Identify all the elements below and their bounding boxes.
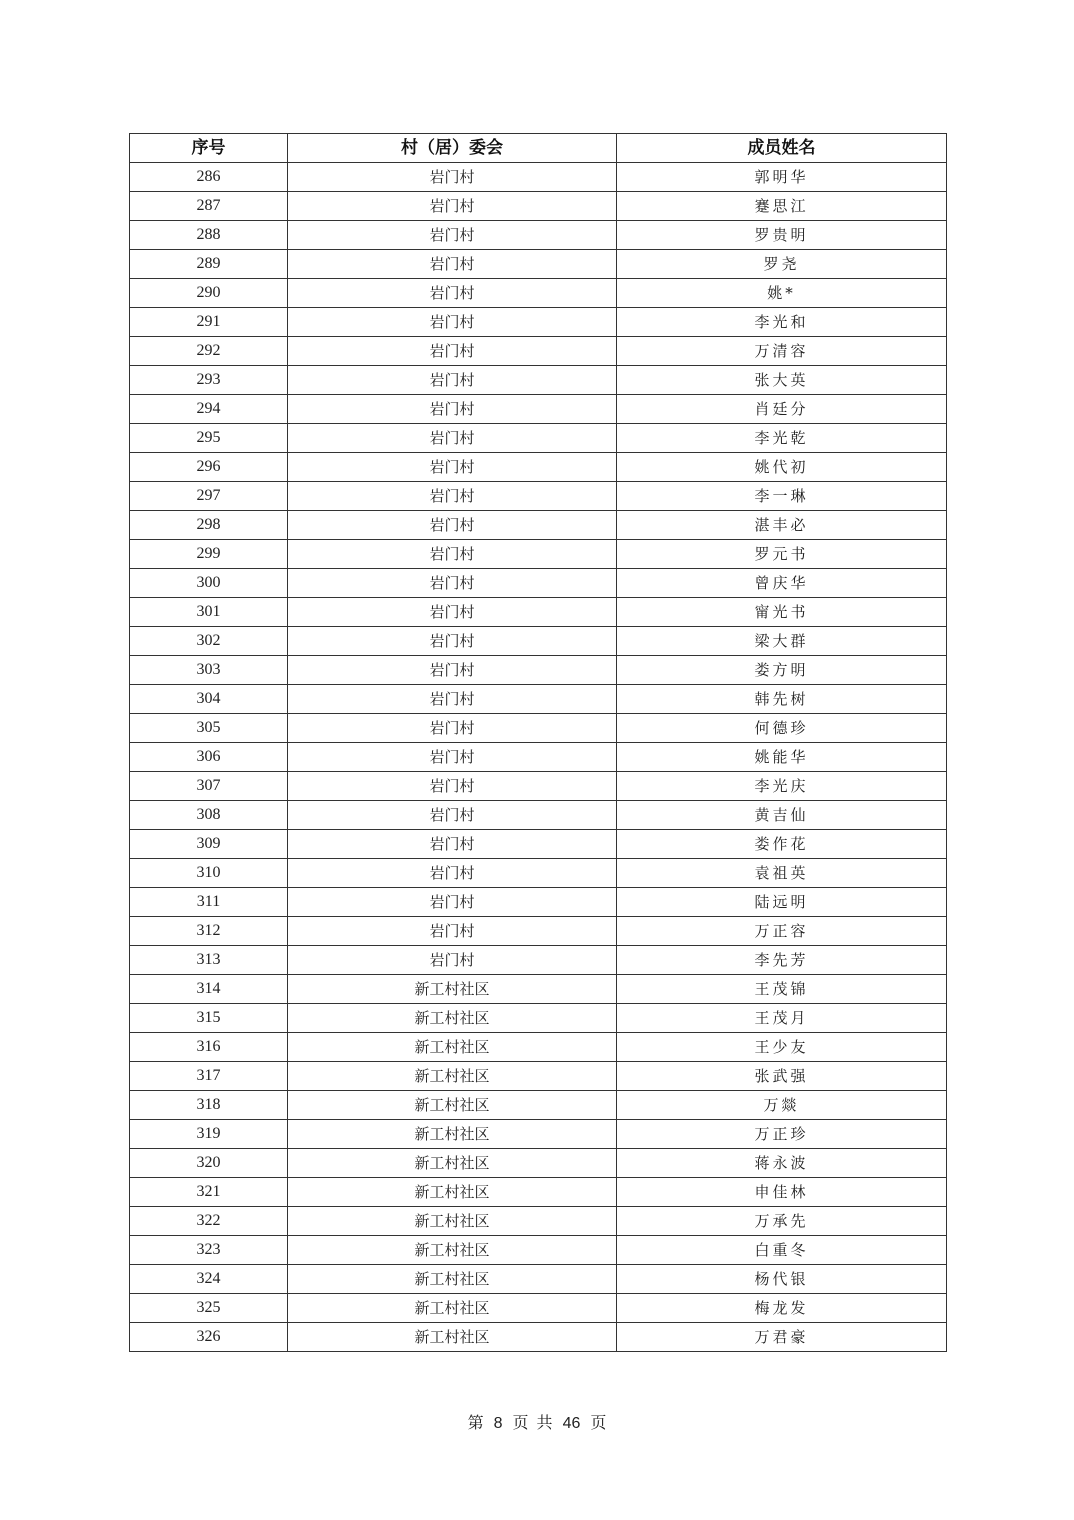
row-member-name: 李光和	[617, 308, 947, 337]
table-row	[130, 859, 947, 888]
row-member-name: 李先芳	[617, 946, 947, 975]
row-committee: 新工村社区	[288, 1091, 617, 1120]
table-row	[130, 279, 947, 308]
table-row	[130, 337, 947, 366]
row-index: 314	[130, 975, 288, 1004]
row-committee: 岩门村	[288, 569, 617, 598]
row-member-name: 蹇思江	[617, 192, 947, 221]
row-member-name: 万正容	[617, 917, 947, 946]
row-member-name: 王少友	[617, 1033, 947, 1062]
table-row	[130, 308, 947, 337]
row-committee: 岩门村	[288, 685, 617, 714]
table-row	[130, 1149, 947, 1178]
row-index: 319	[130, 1120, 288, 1149]
table-row	[130, 540, 947, 569]
row-index: 326	[130, 1323, 288, 1352]
table-header-row	[130, 134, 947, 163]
table-row	[130, 888, 947, 917]
table-row	[130, 366, 947, 395]
row-committee: 新工村社区	[288, 1120, 617, 1149]
table-row	[130, 453, 947, 482]
row-member-name: 王茂锦	[617, 975, 947, 1004]
row-committee: 岩门村	[288, 743, 617, 772]
table-row	[130, 1294, 947, 1323]
row-index: 317	[130, 1062, 288, 1091]
row-member-name: 黄吉仙	[617, 801, 947, 830]
row-member-name: 肖廷分	[617, 395, 947, 424]
row-committee: 岩门村	[288, 482, 617, 511]
table-row	[130, 656, 947, 685]
row-index: 313	[130, 946, 288, 975]
row-committee: 岩门村	[288, 714, 617, 743]
row-member-name: 李光庆	[617, 772, 947, 801]
table-row	[130, 250, 947, 279]
row-committee: 岩门村	[288, 453, 617, 482]
table-row	[130, 1062, 947, 1091]
row-member-name: 罗贵明	[617, 221, 947, 250]
table-row	[130, 1004, 947, 1033]
row-index: 324	[130, 1265, 288, 1294]
row-member-name: 梅龙发	[617, 1294, 947, 1323]
row-member-name: 韩先树	[617, 685, 947, 714]
row-index: 294	[130, 395, 288, 424]
row-member-name: 万清容	[617, 337, 947, 366]
row-committee: 岩门村	[288, 801, 617, 830]
row-index: 302	[130, 627, 288, 656]
row-index: 322	[130, 1207, 288, 1236]
member-table	[129, 133, 947, 1352]
row-index: 306	[130, 743, 288, 772]
row-index: 325	[130, 1294, 288, 1323]
row-index: 323	[130, 1236, 288, 1265]
row-member-name: 娄方明	[617, 656, 947, 685]
row-member-name: 陆远明	[617, 888, 947, 917]
row-committee: 新工村社区	[288, 975, 617, 1004]
header-member-name: 成员姓名	[617, 134, 947, 163]
row-index: 291	[130, 308, 288, 337]
row-index: 318	[130, 1091, 288, 1120]
row-committee: 岩门村	[288, 163, 617, 192]
table-row	[130, 772, 947, 801]
row-index: 315	[130, 1004, 288, 1033]
table-body	[130, 163, 947, 1352]
row-committee: 岩门村	[288, 250, 617, 279]
table-row	[130, 192, 947, 221]
table-row	[130, 946, 947, 975]
table-row	[130, 395, 947, 424]
row-index: 310	[130, 859, 288, 888]
row-committee: 岩门村	[288, 627, 617, 656]
row-index: 298	[130, 511, 288, 540]
footer-page-number: 8	[493, 1415, 503, 1432]
row-member-name: 申佳林	[617, 1178, 947, 1207]
row-member-name: 杨代银	[617, 1265, 947, 1294]
table-row	[130, 482, 947, 511]
row-index: 289	[130, 250, 288, 279]
row-committee: 岩门村	[288, 337, 617, 366]
row-member-name: 曾庆华	[617, 569, 947, 598]
row-member-name: 湛丰必	[617, 511, 947, 540]
table-row	[130, 1178, 947, 1207]
row-committee: 岩门村	[288, 830, 617, 859]
table-row	[130, 1236, 947, 1265]
row-index: 288	[130, 221, 288, 250]
row-committee: 岩门村	[288, 888, 617, 917]
table-row	[130, 627, 947, 656]
row-index: 308	[130, 801, 288, 830]
row-index: 286	[130, 163, 288, 192]
row-index: 303	[130, 656, 288, 685]
table-row	[130, 685, 947, 714]
table-row	[130, 1265, 947, 1294]
row-committee: 新工村社区	[288, 1062, 617, 1091]
row-committee: 新工村社区	[288, 1294, 617, 1323]
footer-suffix: 页	[590, 1413, 607, 1432]
row-index: 300	[130, 569, 288, 598]
row-committee: 岩门村	[288, 424, 617, 453]
table-row	[130, 1207, 947, 1236]
row-member-name: 袁祖英	[617, 859, 947, 888]
row-committee: 新工村社区	[288, 1207, 617, 1236]
table-row	[130, 424, 947, 453]
row-index: 316	[130, 1033, 288, 1062]
row-committee: 岩门村	[288, 598, 617, 627]
row-committee: 岩门村	[288, 772, 617, 801]
table-row	[130, 743, 947, 772]
row-committee: 岩门村	[288, 395, 617, 424]
row-member-name: 蒋永波	[617, 1149, 947, 1178]
row-committee: 岩门村	[288, 946, 617, 975]
row-index: 290	[130, 279, 288, 308]
row-committee: 岩门村	[288, 366, 617, 395]
row-committee: 岩门村	[288, 308, 617, 337]
row-committee: 岩门村	[288, 279, 617, 308]
row-committee: 新工村社区	[288, 1149, 617, 1178]
row-index: 299	[130, 540, 288, 569]
table-row	[130, 163, 947, 192]
row-index: 311	[130, 888, 288, 917]
row-committee: 岩门村	[288, 540, 617, 569]
row-index: 320	[130, 1149, 288, 1178]
footer-total-pages: 46	[562, 1415, 581, 1432]
row-member-name: 白重冬	[617, 1236, 947, 1265]
table-row	[130, 221, 947, 250]
row-committee: 岩门村	[288, 511, 617, 540]
row-member-name: 郭明华	[617, 163, 947, 192]
row-member-name: 王茂月	[617, 1004, 947, 1033]
row-member-name: 万正珍	[617, 1120, 947, 1149]
table-row	[130, 830, 947, 859]
row-member-name: 张大英	[617, 366, 947, 395]
row-index: 296	[130, 453, 288, 482]
row-index: 307	[130, 772, 288, 801]
row-member-name: 甯光书	[617, 598, 947, 627]
row-member-name: 姚*	[617, 279, 947, 308]
row-index: 287	[130, 192, 288, 221]
row-committee: 新工村社区	[288, 1004, 617, 1033]
row-index: 321	[130, 1178, 288, 1207]
row-index: 305	[130, 714, 288, 743]
row-index: 309	[130, 830, 288, 859]
row-committee: 新工村社区	[288, 1236, 617, 1265]
row-committee: 岩门村	[288, 917, 617, 946]
table-row	[130, 714, 947, 743]
row-member-name: 万承先	[617, 1207, 947, 1236]
row-index: 293	[130, 366, 288, 395]
row-index: 295	[130, 424, 288, 453]
row-committee: 新工村社区	[288, 1265, 617, 1294]
table-row	[130, 1033, 947, 1062]
row-member-name: 李一琳	[617, 482, 947, 511]
row-member-name: 李光乾	[617, 424, 947, 453]
table-row	[130, 975, 947, 1004]
row-committee: 新工村社区	[288, 1323, 617, 1352]
row-index: 304	[130, 685, 288, 714]
row-index: 312	[130, 917, 288, 946]
page-footer	[0, 1410, 1074, 1433]
row-member-name: 罗元书	[617, 540, 947, 569]
row-member-name: 何德珍	[617, 714, 947, 743]
row-member-name: 万君豪	[617, 1323, 947, 1352]
row-committee: 岩门村	[288, 656, 617, 685]
table-row	[130, 569, 947, 598]
footer-page-word: 页	[512, 1413, 529, 1432]
table-row	[130, 917, 947, 946]
row-member-name: 万燚	[617, 1091, 947, 1120]
row-committee: 新工村社区	[288, 1178, 617, 1207]
table-row	[130, 1091, 947, 1120]
row-committee: 新工村社区	[288, 1033, 617, 1062]
table-row	[130, 598, 947, 627]
header-index: 序号	[130, 134, 288, 163]
row-member-name: 娄作花	[617, 830, 947, 859]
table-row	[130, 801, 947, 830]
row-index: 301	[130, 598, 288, 627]
row-member-name: 张武强	[617, 1062, 947, 1091]
footer-prefix: 第	[467, 1413, 484, 1432]
row-member-name: 罗尧	[617, 250, 947, 279]
row-committee: 岩门村	[288, 859, 617, 888]
table-row	[130, 1323, 947, 1352]
row-index: 297	[130, 482, 288, 511]
table-row	[130, 1120, 947, 1149]
header-committee: 村（居）委会	[288, 134, 617, 163]
table-row	[130, 511, 947, 540]
row-member-name: 姚能华	[617, 743, 947, 772]
row-index: 292	[130, 337, 288, 366]
row-committee: 岩门村	[288, 221, 617, 250]
footer-total-word: 共	[536, 1413, 553, 1432]
row-member-name: 姚代初	[617, 453, 947, 482]
row-member-name: 梁大群	[617, 627, 947, 656]
row-committee: 岩门村	[288, 192, 617, 221]
